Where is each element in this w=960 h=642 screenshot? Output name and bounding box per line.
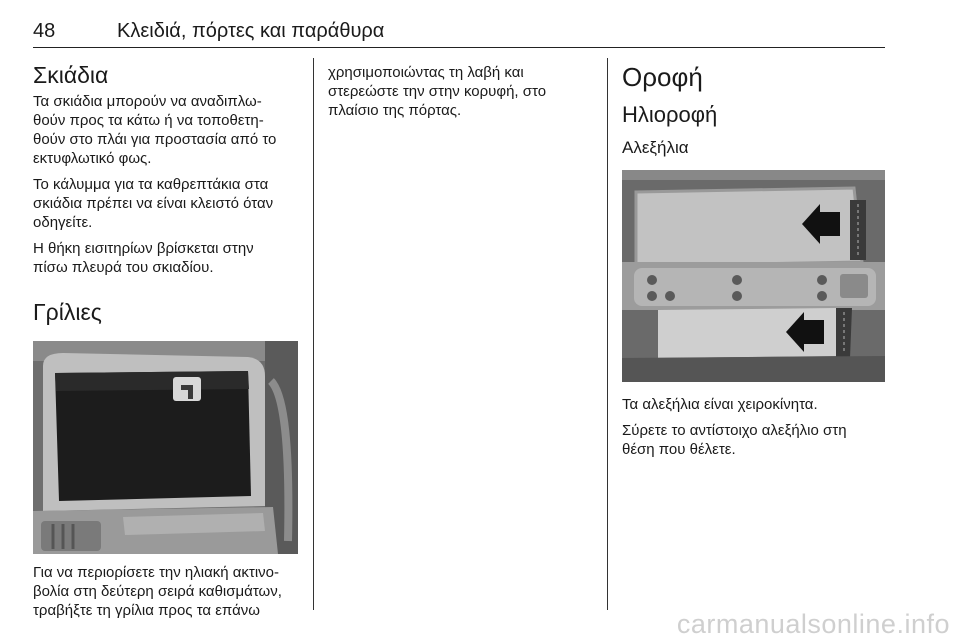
column-middle [328,63,594,127]
blind-illustration [33,341,298,554]
section-heading-roof: Οροφή [622,62,703,92]
figure-caption: Για να περιορίσετε την ηλιακή ακτινο- βολία στη δεύτερη σειρά καθισμάτων, τραβήξτε τη γρίλια προς τα επάνω [33,564,282,619]
paragraph: Σύρετε το αντίστοιχο αλεξήλιο στη θέση που θέλετε. [622,422,847,458]
column-left [33,60,299,627]
section-heading-sun-visors: Σκιάδια [33,62,109,88]
column-divider [313,58,314,610]
subsection-heading-sunblinds: Αλεξήλια [622,138,689,157]
column-right [622,60,888,466]
paragraph-continued: χρησιμοποιώντας τη λαβή και στερεώστε την στην κορυφή, στο πλαίσιο της πόρτας. [328,64,547,119]
paragraph: Τα αλεξήλια είναι χειροκίνητα. [622,396,818,413]
subsection-heading-sunroof: Ηλιοροφή [622,102,718,127]
paragraph: Η θήκη εισιτηρίων βρίσκεται στην πίσω πλευρά του σκιαδίου. [33,240,254,276]
watermark: carmanualsonline.info [676,609,950,639]
sunroof-illustration [622,170,885,382]
paragraph: Τα σκιάδια μπορούν να αναδιπλω- θούν προς τα κάτω ή να τοποθετη- θούν στο πλάι για προστασία από το εκτυφλωτικό φως. [33,93,277,167]
header-rule [33,47,885,48]
column-divider [607,58,608,610]
page-number: 48 [33,20,56,42]
section-heading-blinds: Γρίλιες [33,299,102,325]
paragraph: Το κάλυμμα για τα καθρεπτάκια στα σκιάδια πρέπει να είναι κλειστό όταν οδηγείτε. [33,176,274,231]
chapter-title: Κλειδιά, πόρτες και παράθυρα [117,20,385,42]
page-header [33,8,885,48]
